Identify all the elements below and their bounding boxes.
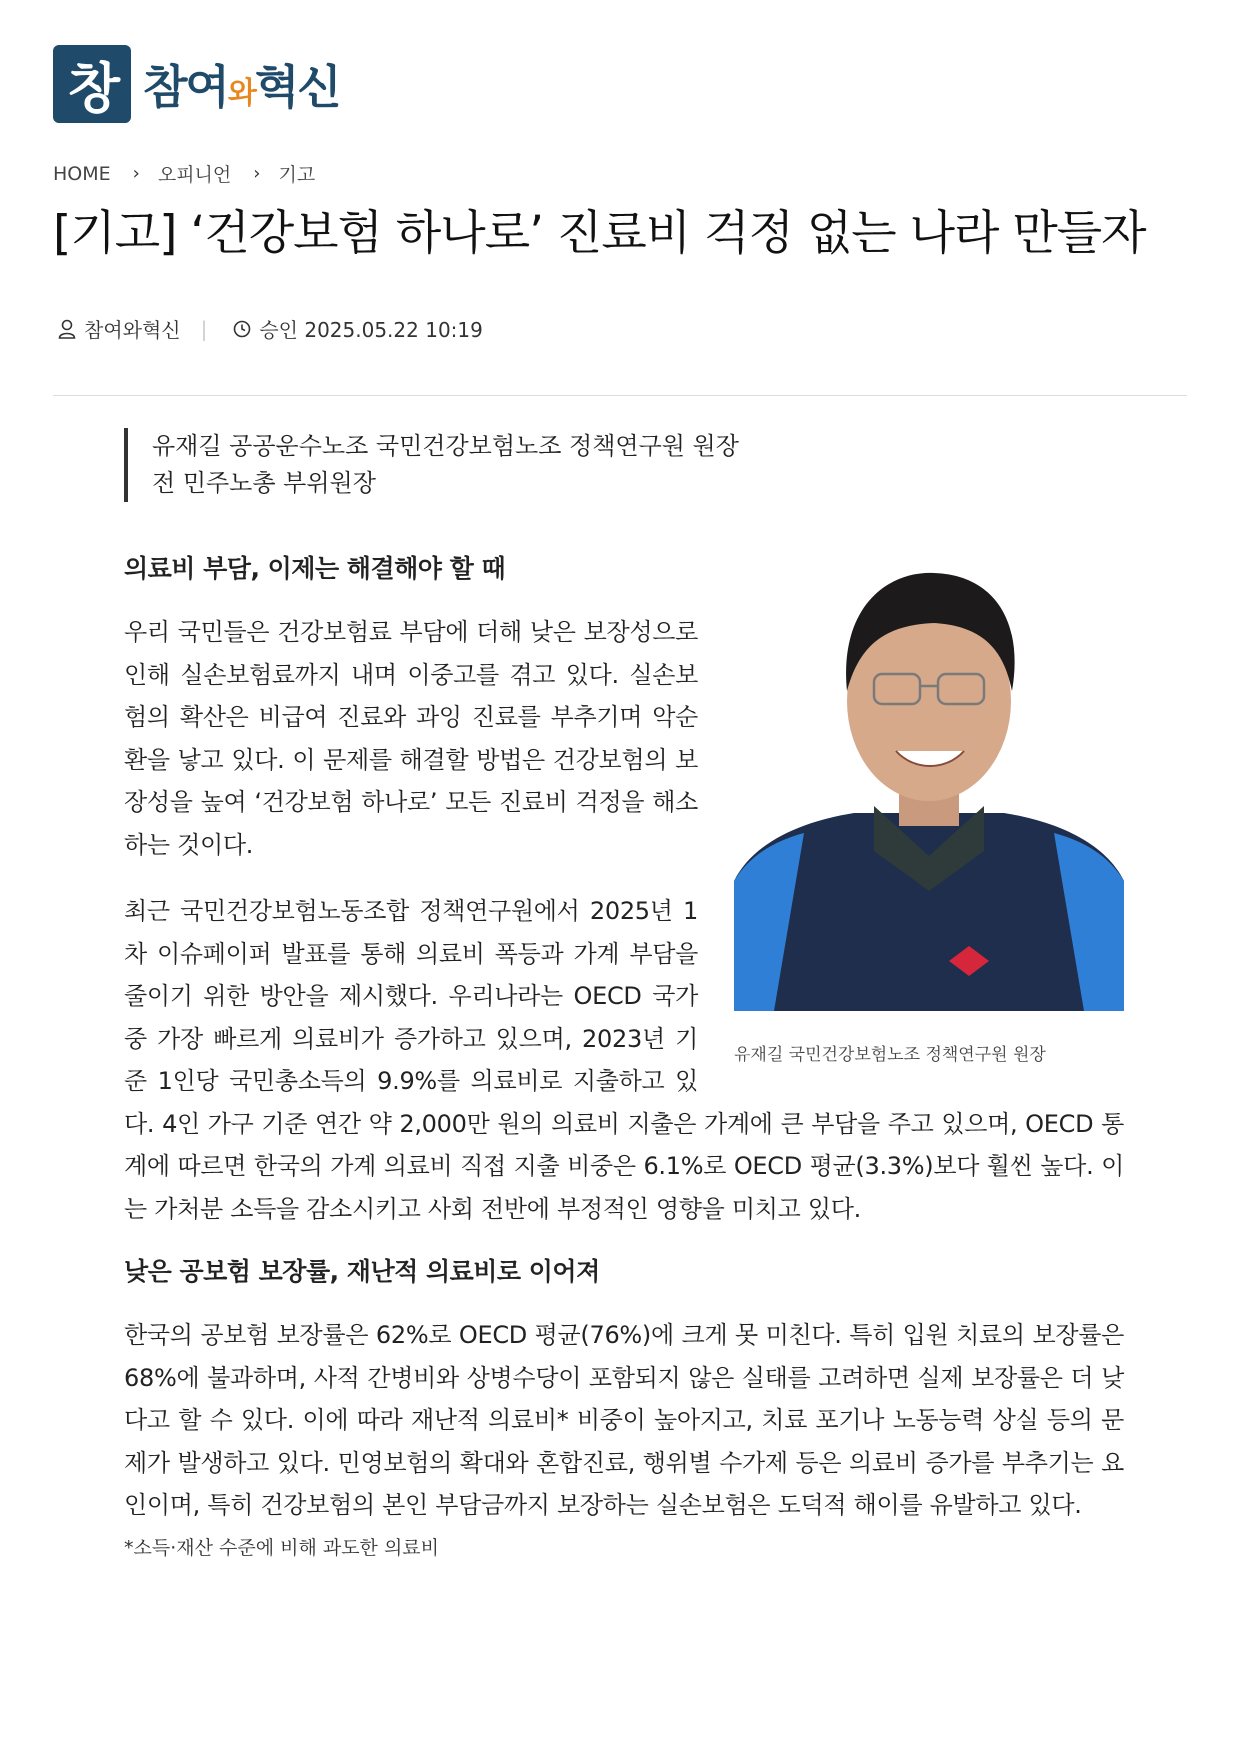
chevron-right-icon: › bbox=[253, 163, 261, 184]
paragraph-1: 우리 국민들은 건강보험료 부담에 더해 낮은 보장성으로 인해 실손보험료까지 내며 이중고를 겪고 있다. 실손보험의 확산은 비급여 진료와 과잉 진료를 부추기며 악순환을 낳고 있다. 이 문제를 해결할 방법은 건강보험의 보장성을 높여 ‘건강보험 하나로’ 모든 진료비 걱정을 해소하는 것이다. bbox=[124, 618, 698, 859]
author-photo bbox=[734, 551, 1124, 1011]
author-photo-figure bbox=[734, 551, 1124, 1067]
author-byline-quote bbox=[124, 428, 739, 502]
user-icon bbox=[58, 319, 76, 339]
logo-name-part1: 참여 bbox=[143, 60, 228, 114]
article-title: [기고] ‘건강보험 하나로’ 진료비 걱정 없는 나라 만들자 bbox=[53, 206, 1146, 261]
clock-icon bbox=[233, 320, 251, 338]
breadcrumb-home[interactable]: HOME bbox=[53, 162, 111, 185]
article-body bbox=[124, 551, 1124, 1563]
section-heading-2: 낮은 공보험 보장률, 재난적 의료비로 이어져 bbox=[124, 1257, 600, 1286]
byline-line-2: 전 민주노총 부위원장 bbox=[152, 469, 376, 497]
article-meta bbox=[58, 314, 483, 343]
logo-name-wa: 와 bbox=[227, 76, 255, 111]
breadcrumb-section[interactable]: 오피니언 bbox=[157, 164, 232, 186]
footnote: *소득·재산 수준에 비해 과도한 의료비 bbox=[124, 1536, 440, 1559]
meta-divider: | bbox=[200, 316, 208, 341]
chevron-right-icon: › bbox=[132, 163, 140, 184]
byline-line-1: 유재길 공공운수노조 국민건강보험노조 정책연구원 원장 bbox=[152, 432, 739, 460]
logo-mark: 창 bbox=[53, 45, 131, 123]
section-heading-1: 의료비 부담, 이제는 해결해야 할 때 bbox=[124, 554, 506, 583]
author-name[interactable]: 참여와혁신 bbox=[84, 318, 181, 342]
paragraph-3: 한국의 공보험 보장률은 62%로 OECD 평균(76%)에 크게 못 미친다. 특히 입원 치료의 보장률은 68%에 불과하며, 사적 간병비와 상병수당이 포함되지 않은 실태를 고려하면 실제 보장률은 더 낮다고 할 수 있다. 이에 따라 재난적 의료비* 비중이 높아지고, 치료 포기나 노동능력 상실 등의 문제가 발생하고 있다. 민영보험의 확대와 혼합진료, 행위별 수가제 등은 의료비 증가를 부추기는 요인이며, 특히 건강보험의 본인 부담금까지 보장하는 실손보험은 도덕적 해이를 유발하고 있다. bbox=[124, 1321, 1124, 1519]
breadcrumb-category[interactable]: 기고 bbox=[278, 164, 316, 186]
breadcrumb bbox=[53, 160, 315, 187]
publish-date: 승인 2025.05.22 10:19 bbox=[259, 318, 483, 342]
site-logo[interactable] bbox=[53, 45, 340, 123]
photo-caption: 유재길 국민건강보험노조 정책연구원 원장 bbox=[734, 1045, 1046, 1065]
paragraph-2: 최근 국민건강보험노동조합 정책연구원에서 2025년 1차 이슈페이퍼 발표를 통해 의료비 폭등과 가계 부담을 줄이기 위한 방안을 제시했다. 우리나라는 OECD 국가 중 가장 빠르게 의료비가 증가하고 있으며, 2023년 기준 1인당 국민총소득의 9.9%를 의료비로 지출하고 있다. 4인 가구 기준 연간 약 2,000만 원의 의료비 지출은 가계에 큰 부담을 주고 있으며, OECD 통계에 따르면 한국의 가계 의료비 직접 지출 비중은 6.1%로 OECD 평균(3.3%)보다 훨씬 높다. 이는 가처분 소득을 감소시키고 사회 전반에 부정적인 영향을 미치고 있다. bbox=[124, 897, 1124, 1223]
logo-wordmark bbox=[143, 51, 340, 117]
header-divider bbox=[53, 395, 1187, 396]
logo-name-part2: 혁신 bbox=[254, 60, 340, 114]
